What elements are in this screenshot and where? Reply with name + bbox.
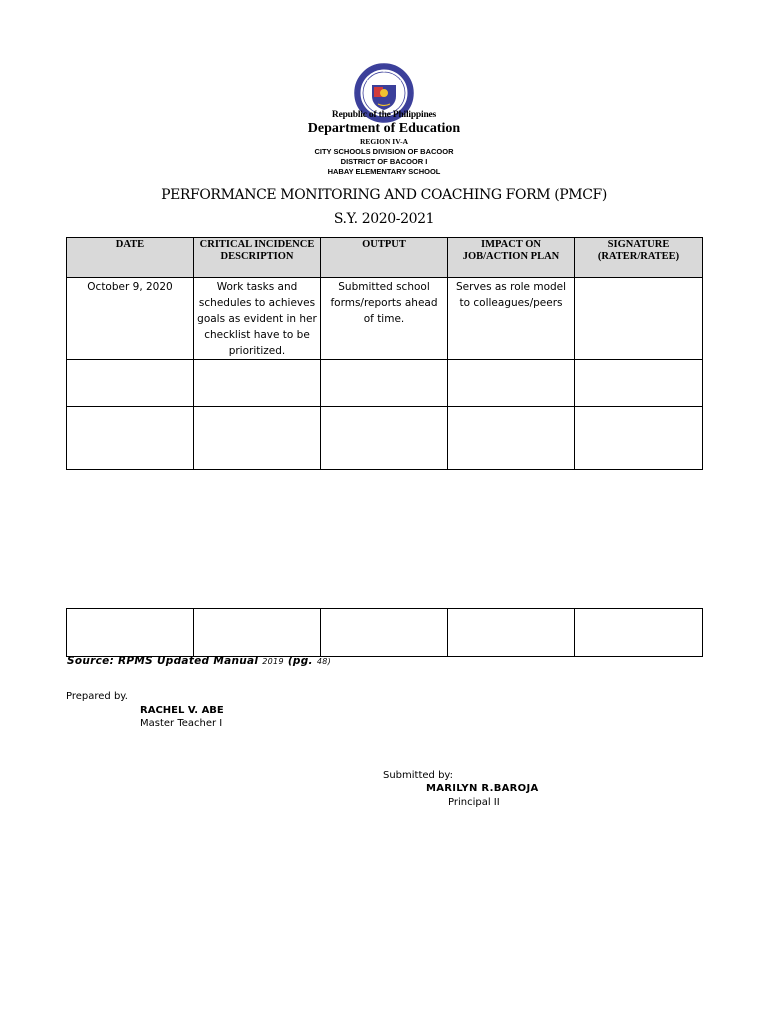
district-heading: DISTRICT OF BACOOR I — [340, 157, 428, 166]
column-header-impact: IMPACT ON JOB/ACTION PLAN — [448, 238, 575, 278]
table-cell: Submitted school forms/reports ahead of time. — [321, 278, 448, 360]
column-header-date: DATE — [67, 238, 194, 278]
column-header-critical-incidence: CRITICAL INCIDENCE DESCRIPTION — [194, 238, 321, 278]
table-cell — [575, 360, 703, 407]
submitted-by-title: Principal II — [448, 797, 500, 808]
table-cell: Work tasks and schedules to achieves goals as evident in her checklist have to be prioritized. — [194, 278, 321, 360]
table-row — [67, 360, 703, 407]
pmcf-table — [66, 237, 703, 470]
table-cell — [448, 407, 575, 470]
prepared-by-title: Master Teacher I — [140, 718, 223, 729]
source-page-open: ( — [287, 655, 293, 667]
table-cell — [194, 609, 321, 657]
source-label: Source: RPMS Updated Manual — [67, 655, 259, 667]
prepared-by-label: Prepared by. — [66, 691, 128, 702]
table-cell — [67, 407, 194, 470]
prepared-by-name: RACHEL V. ABE — [140, 705, 224, 716]
table-row — [67, 278, 703, 360]
form-title: PERFORMANCE MONITORING AND COACHING FORM (PMCF) — [161, 187, 607, 203]
table-header-row — [67, 238, 703, 278]
division-heading: CITY SCHOOLS DIVISION OF BACOOR — [314, 147, 454, 156]
table-cell — [575, 609, 703, 657]
table-cell — [448, 360, 575, 407]
column-header-signature: SIGNATURE (RATER/RATEE) — [575, 238, 703, 278]
continuation-table — [66, 608, 703, 657]
source-year: 2019 — [262, 657, 284, 666]
source-page-number: 48) — [316, 657, 332, 666]
source-citation — [67, 655, 331, 667]
submitted-by-name: MARILYN R.BAROJA — [426, 783, 539, 794]
school-year: S.Y. 2020-2021 — [333, 211, 435, 227]
region-heading: REGION IV-A — [360, 137, 408, 146]
source-page-label: pg. — [292, 655, 313, 667]
table-cell — [67, 609, 194, 657]
table-cell — [448, 609, 575, 657]
table-cell: October 9, 2020 — [67, 278, 194, 360]
department-heading: Department of Education — [307, 121, 461, 136]
table-cell — [194, 407, 321, 470]
column-header-output: OUTPUT — [321, 238, 448, 278]
table-cell — [194, 360, 321, 407]
table-row — [67, 609, 703, 657]
table-cell — [321, 609, 448, 657]
table-row — [67, 407, 703, 470]
table-cell — [575, 407, 703, 470]
table-cell — [321, 360, 448, 407]
table-cell — [67, 360, 194, 407]
republic-heading: Republic of the Philippines — [331, 110, 437, 120]
table-cell: Serves as role model to colleagues/peers — [448, 278, 575, 360]
submitted-by-label: Submitted by: — [383, 770, 453, 781]
table-cell — [575, 278, 703, 360]
table-cell — [321, 407, 448, 470]
school-heading: HABAY ELEMENTARY SCHOOL — [327, 167, 441, 176]
